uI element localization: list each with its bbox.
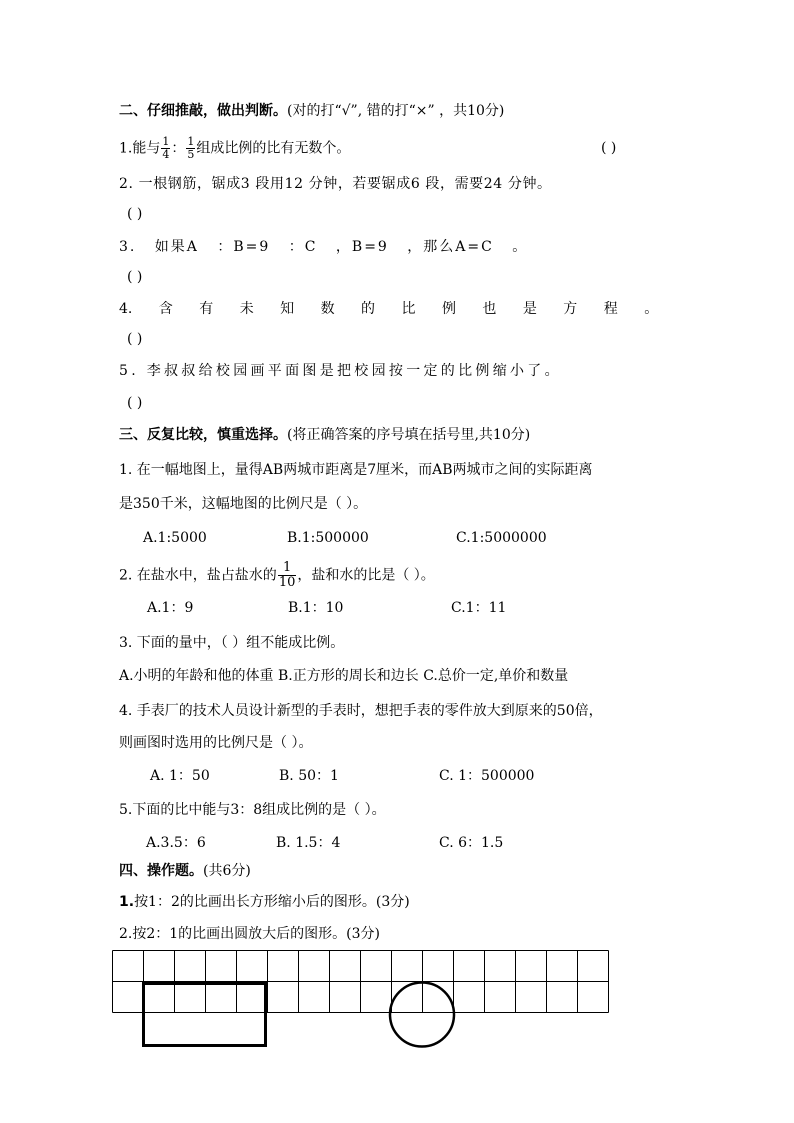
section2-title: 二、仔细推敲，做出判断。	[119, 103, 287, 119]
s3-q4-line1: 4. 手表厂的技术人员设计新型的手表时，想把手表的零件放大到原来的50倍，	[119, 703, 603, 719]
s2-q1-suffix: 组成比例的比有无数个。	[196, 140, 351, 157]
s3-q4-line2: 则画图时选用的比例尺是（ ）。	[119, 735, 313, 751]
square-grid	[113, 951, 609, 1013]
s3-q5-option-a: A.3.5：6	[146, 835, 206, 851]
fraction-one-tenth: $\frac{1}{10}$	[278, 560, 296, 590]
section4-note: (共6分)	[203, 863, 251, 879]
section3-note: (将正确答案的序号填在括号里,共10分)	[287, 427, 531, 443]
s2-question-5: 5. 李叔叔给校园画平面图是把校园按一定的比例缩小了。	[119, 363, 562, 379]
fraction-one-fourth: $\frac{1}{4}$	[162, 135, 170, 161]
s2-q2-answer-paren: ( )	[127, 206, 143, 222]
s3-q4-option-c: C. 1：500000	[439, 768, 535, 784]
fraction-one-fifth: $\frac{1}{5}$	[187, 135, 195, 161]
s3-q1-option-c: C.1:5000000	[456, 530, 547, 546]
s4-question-1: 1.按1：2的比画出长方形缩小后的图形。(3分)	[119, 894, 410, 910]
s3-q4-option-a: A. 1：50	[150, 768, 210, 784]
s4-question-2: 2.按2：1的比画出圆放大后的图形。(3分)	[119, 926, 381, 942]
s2-question-4: 4. 含 有 未 知 数 的 比 例 也 是 方 程 。	[119, 301, 659, 317]
s3-q1-option-b: B.1:500000	[287, 530, 369, 546]
s2-question-1: 1.能与 $\frac{1}{4}$ ： $\frac{1}{5}$ 组成比例的比有无数个。	[119, 135, 351, 161]
s2-q1-prefix: 1.能与	[119, 140, 161, 157]
s2-q4-answer-paren: ( )	[127, 331, 143, 347]
s3-question-5: 5.下面的比中能与3：8组成比例的是（ ）。	[119, 802, 386, 818]
s3-q5-option-c: C. 6：1.5	[439, 835, 504, 851]
section2-note: (对的打“√”, 错的打“×” ，共10分)	[287, 103, 505, 119]
s3-q2-option-b: B.1：10	[288, 600, 344, 616]
rectangle-figure	[144, 984, 266, 1046]
s2-q5-answer-paren: ( )	[127, 395, 143, 411]
s3-question-3: 3. 下面的量中，（ ）组不能成比例。	[119, 635, 345, 651]
s3-q1-option-a: A.1:5000	[143, 530, 207, 546]
section4-title: 四、操作题。	[119, 863, 203, 879]
s3-question-2: 2. 在盐水中，盐占盐水的 $\frac{1}{10}$ ，盐和水的比是（ ）。	[119, 560, 435, 590]
s3-q5-option-b: B. 1.5：4	[276, 835, 341, 851]
s3-q3-options: A.小明的年龄和他的体重 B.正方形的周长和边长 C.总价一定,单价和数量	[119, 668, 569, 684]
s2-q3-answer-paren: ( )	[127, 269, 143, 285]
s3-q2-option-c: C.1：11	[451, 600, 507, 616]
s3-q1-line2: 是350千米，这幅地图的比例尺是（ ）。	[119, 496, 368, 512]
s2-question-2: 2. 一根钢筋，锯成3 段用12 分钟，若要锯成6 段，需要24 分钟。	[119, 176, 552, 192]
s2-q1-answer-paren: ( )	[601, 140, 617, 156]
s3-q2-option-a: A.1：9	[147, 600, 194, 616]
section3-title: 三、反复比较，慎重选择。	[119, 427, 287, 443]
s3-q4-option-b: B. 50：1	[279, 768, 339, 784]
s2-question-3: 3. 如果A ：B=9 ：C ，B=9 ，那么A=C 。	[119, 239, 529, 255]
s3-q1-line1: 1. 在一幅地图上，量得AB两城市距离是7厘米，而AB两城市之间的实际距离	[119, 462, 593, 478]
